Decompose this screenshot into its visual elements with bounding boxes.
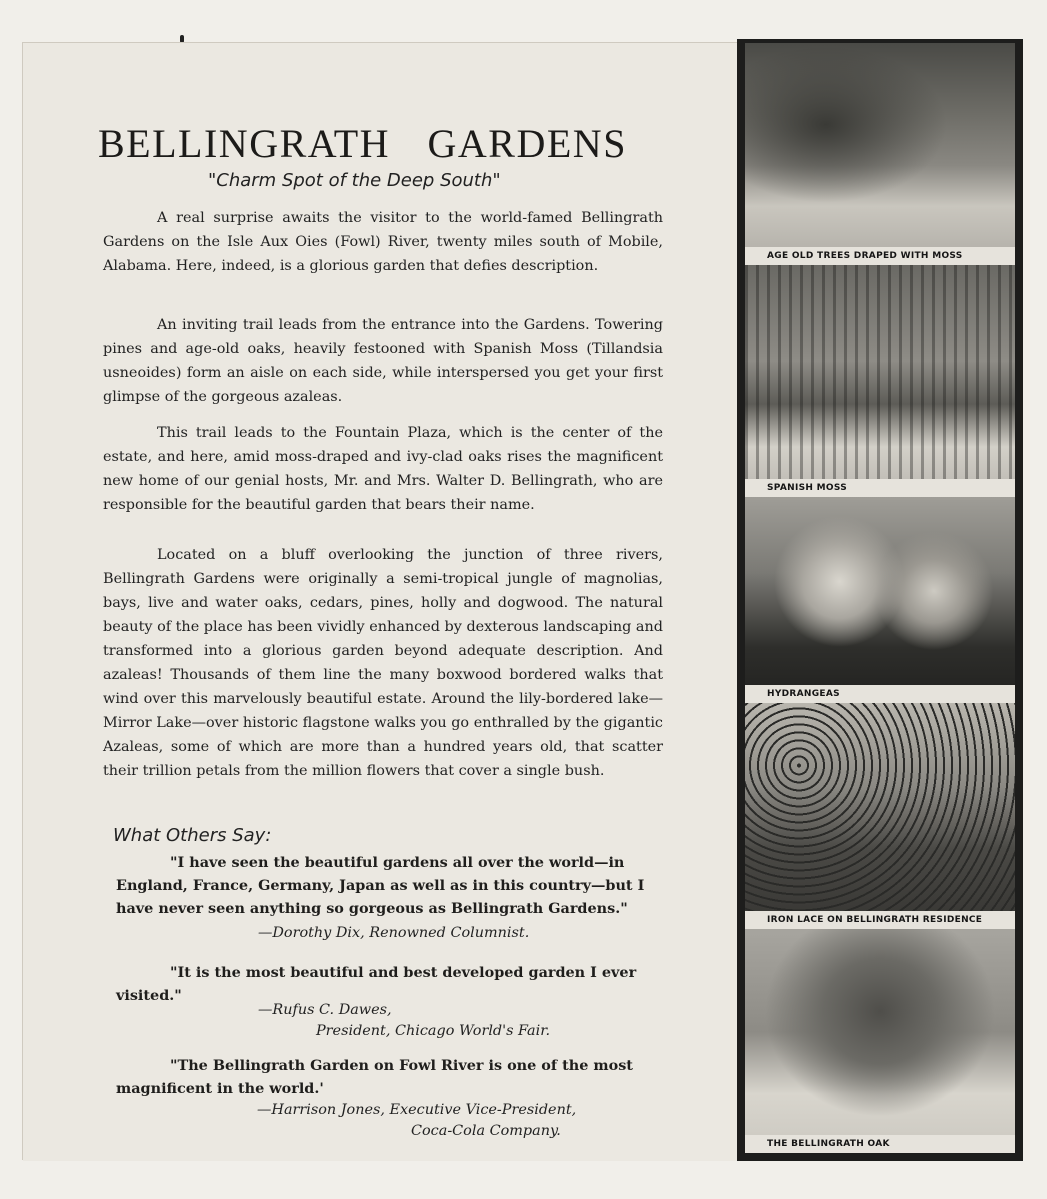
quote-dawes-attribution: —Rufus C. Dawes, xyxy=(258,1002,392,1018)
page-title: BELLINGRATH GARDENS xyxy=(98,121,627,166)
bluff-paragraph: Located on a bluff overlooking the junction of three rivers, Bellingrath Gardens were originally a semi-tropical jungle of magnolias, bays, live and water oaks, cedars, pines, holly and dogwood. The natural beauty of the place has been vividly enhanced by dexterous landscaping and transformed into a glorious garden beyond adequate description. And azaleas! Thousands of them line the many boxwood bordered walks that wind over this marvelously beautiful estate. Around the lily-bordered lake—Mirror Lake—over historic flagstone walks you go enthralled by the gigantic Azaleas, some of which are more than a hundred years old, that scatter their trillion petals from the million flowers that cover a single bush. xyxy=(103,547,663,779)
photo-caption: SPANISH MOSS xyxy=(745,479,1015,497)
photo-caption: AGE OLD TREES DRAPED WITH MOSS xyxy=(745,247,1015,265)
quote-dawes: "It is the most beautiful and best developed garden I ever visited." xyxy=(116,964,637,1004)
quote-jones: "The Bellingrath Garden on Fowl River is one of the most magnificent in the world.' xyxy=(116,1057,633,1097)
photo-caption: THE BELLINGRATH OAK xyxy=(745,1135,1015,1153)
bellingrath-oak-photo xyxy=(745,929,1015,1135)
hydrangeas-photo xyxy=(745,497,1015,685)
photo-caption: IRON LACE ON BELLINGRATH RESIDENCE xyxy=(745,911,1015,929)
quote-dix: "I have seen the beautiful gardens all over the world—in England, France, Germany, Japan as well as in this country—but I have never seen anything so gorgeous as Bellingrath Gardens." xyxy=(116,854,645,917)
quote-jones-company: Coca-Cola Company. xyxy=(411,1123,561,1139)
moss-trees-photo xyxy=(745,43,1015,247)
quote-dawes-title: President, Chicago World's Fair. xyxy=(316,1023,551,1039)
photo-panel xyxy=(745,497,1015,703)
plaza-paragraph: This trail leads to the Fountain Plaza, which is the center of the estate, and here, amid moss-draped and ivy-clad oaks rises the magnificent new home of our genial hosts, Mr. and Mrs. Walter D. Bellingrath, who are responsible for the beautiful garden that bears their name. xyxy=(103,425,663,513)
quote-jones-attribution: —Harrison Jones, Executive Vice-President, xyxy=(257,1102,577,1118)
photo-column xyxy=(737,39,1023,1161)
photo-caption: HYDRANGEAS xyxy=(745,685,1015,703)
photo-panel xyxy=(745,265,1015,497)
text-column xyxy=(23,43,737,1161)
others-heading: What Others Say: xyxy=(113,825,272,846)
page-subtitle: "Charm Spot of the Deep South" xyxy=(208,170,501,191)
photo-panel xyxy=(745,703,1015,929)
quote-dix-attribution: —Dorothy Dix, Renowned Columnist. xyxy=(258,925,530,941)
photo-panel xyxy=(745,929,1015,1155)
intro-paragraph: A real surprise awaits the visitor to the world-famed Bellingrath Gardens on the Isle Aux Oies (Fowl) River, twenty miles south of Mobile, Alabama. Here, indeed, is a glorious garden that defies description. xyxy=(103,210,663,274)
trail-paragraph: An inviting trail leads from the entrance into the Gardens. Towering pines and age-old oaks, heavily festooned with Spanish Moss (Tillandsia usneoides) form an aisle on each side, while interspersed you get your first glimpse of the gorgeous azaleas. xyxy=(103,317,663,405)
iron-lace-photo xyxy=(745,703,1015,911)
photo-panel xyxy=(745,43,1015,265)
brochure-page xyxy=(22,42,1022,1160)
spanish-moss-photo xyxy=(745,265,1015,479)
